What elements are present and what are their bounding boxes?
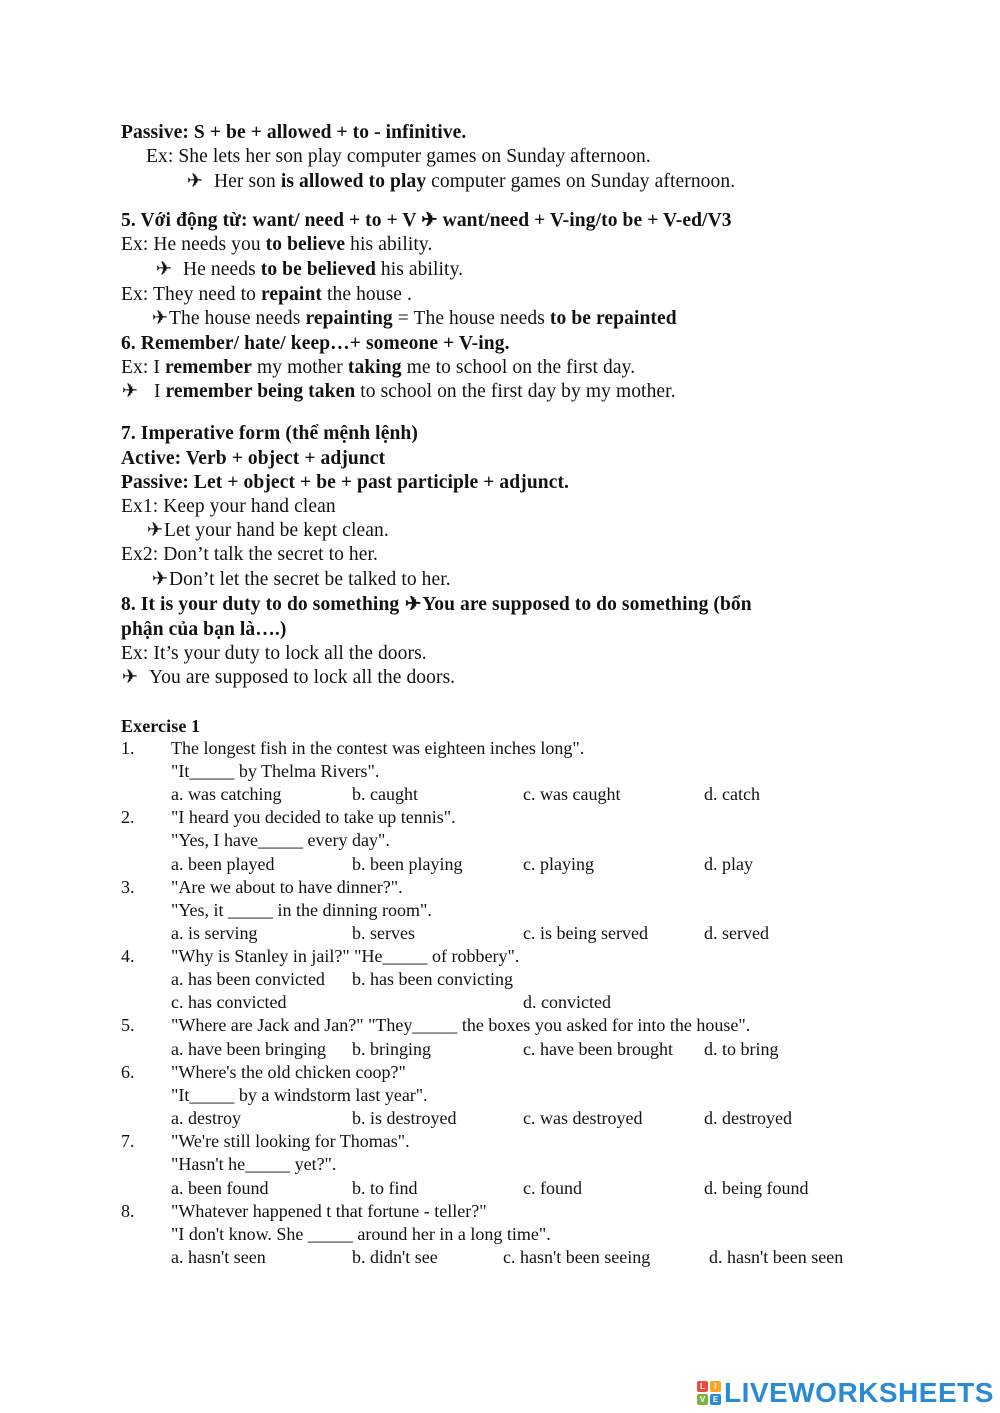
- section-8-title-continued: phận của bạn là….): [121, 619, 287, 640]
- option-a[interactable]: a. been played: [171, 854, 275, 874]
- section-8-title: 8. It is your duty to do something ✈You are supposed to do something (bổn: [121, 594, 752, 615]
- question-number: 5.: [121, 1015, 135, 1035]
- option-a[interactable]: a. hasn't seen: [171, 1247, 266, 1267]
- option-a[interactable]: a. has been convicted: [171, 969, 325, 989]
- question-prompt: "Hasn't he_____ yet?".: [171, 1154, 337, 1174]
- option-b[interactable]: b. caught: [352, 784, 418, 804]
- example-let: Ex: She lets her son play computer games on Sunday afternoon.: [146, 146, 651, 167]
- option-b[interactable]: b. bringing: [352, 1039, 431, 1059]
- option-b[interactable]: b. serves: [352, 923, 415, 943]
- plane-arrow-icon: ✈: [155, 259, 173, 280]
- option-a[interactable]: a. destroy: [171, 1108, 241, 1128]
- plane-arrow-icon: ✈: [405, 594, 422, 615]
- logo-tiles-icon: [697, 1381, 721, 1405]
- option-c[interactable]: c. was destroyed: [523, 1108, 643, 1128]
- passive-rule: Passive: S + be + allowed + to - infinitive.: [121, 122, 467, 143]
- option-c[interactable]: c. is being served: [523, 923, 648, 943]
- option-d[interactable]: d. catch: [704, 784, 760, 804]
- option-d[interactable]: d. convicted: [523, 992, 611, 1012]
- option-c[interactable]: c. have been brought: [523, 1039, 673, 1059]
- plane-arrow-icon: ✈: [186, 171, 204, 192]
- option-b[interactable]: b. to find: [352, 1178, 418, 1198]
- question-prompt: "Yes, I have_____ every day".: [171, 830, 390, 850]
- section-6-title: 6. Remember/ hate/ keep…+ someone + V-ing.: [121, 333, 510, 354]
- question-prompt: "It_____ by a windstorm last year".: [171, 1085, 428, 1105]
- question-number: 4.: [121, 946, 135, 966]
- question-prompt: "It_____ by Thelma Rivers".: [171, 761, 380, 781]
- question-number: 3.: [121, 877, 135, 897]
- option-d[interactable]: d. served: [704, 923, 769, 943]
- section-8-example: Ex: It’s your duty to lock all the doors.: [121, 643, 427, 664]
- plane-arrow-icon: ✈: [151, 569, 169, 590]
- option-d[interactable]: d. play: [704, 854, 753, 874]
- plane-arrow-icon: ✈: [146, 520, 164, 541]
- plane-arrow-icon: ✈: [121, 381, 139, 402]
- option-b[interactable]: b. is destroyed: [352, 1108, 457, 1128]
- section-8-answer: ✈ You are supposed to lock all the doors.: [121, 667, 456, 688]
- option-a[interactable]: a. is serving: [171, 923, 258, 943]
- plane-arrow-icon: ✈: [151, 308, 169, 329]
- section-7-passive: Passive: Let + object + be + past participle + adjunct.: [121, 472, 570, 493]
- plane-arrow-icon: ✈: [121, 667, 139, 688]
- question-number: 1.: [121, 738, 135, 758]
- logo-text: LIVEWORKSHEETS: [724, 1377, 994, 1408]
- option-d[interactable]: d. being found: [704, 1178, 809, 1198]
- section-7-title: 7. Imperative form (thể mệnh lệnh): [121, 423, 418, 444]
- question-number: 7.: [121, 1131, 135, 1151]
- section-7-active: Active: Verb + object + adjunct: [121, 448, 386, 469]
- question-text: "We're still looking for Thomas".: [171, 1131, 410, 1151]
- question-number: 2.: [121, 807, 135, 827]
- section-5-answer-2: ✈The house needs repainting = The house needs to be repainted: [151, 308, 677, 329]
- logo-tile: V: [697, 1394, 708, 1405]
- option-d[interactable]: d. destroyed: [704, 1108, 792, 1128]
- logo-tile: E: [710, 1394, 721, 1405]
- section-5-title: 5. Với động từ: want/ need + to + V ✈ want/need + V-ing/to be + V-ed/V3: [121, 210, 732, 231]
- option-a[interactable]: a. have been bringing: [171, 1039, 326, 1059]
- question-prompt: "Yes, it _____ in the dinning room".: [171, 900, 432, 920]
- option-b[interactable]: b. has been convicting: [352, 969, 513, 989]
- liveworksheets-logo: [697, 1376, 994, 1410]
- question-text: "Are we about to have dinner?".: [171, 877, 403, 897]
- question-text: The longest fish in the contest was eighteen inches long".: [171, 738, 585, 758]
- option-c[interactable]: c. was caught: [523, 784, 621, 804]
- question-text: "Where's the old chicken coop?": [171, 1062, 406, 1082]
- option-b[interactable]: b. didn't see: [352, 1247, 438, 1267]
- option-c[interactable]: c. playing: [523, 854, 594, 874]
- question-text: "Where are Jack and Jan?" "They_____ the boxes you asked for into the house".: [171, 1015, 751, 1035]
- section-7-answer-2: ✈Don’t let the secret be talked to her.: [151, 569, 451, 590]
- section-5-example-1: Ex: He needs you to believe his ability.: [121, 234, 433, 255]
- section-7-example-2: Ex2: Don’t talk the secret to her.: [121, 544, 379, 565]
- exercise-title: Exercise 1: [121, 716, 201, 736]
- section-7-answer-1: ✈Let your hand be kept clean.: [146, 520, 389, 541]
- option-a[interactable]: a. been found: [171, 1178, 269, 1198]
- question-text: "Whatever happened t that fortune - teller?": [171, 1201, 487, 1221]
- question-number: 6.: [121, 1062, 135, 1082]
- option-d[interactable]: d. to bring: [704, 1039, 779, 1059]
- option-a[interactable]: a. was catching: [171, 784, 282, 804]
- section-7-example-1: Ex1: Keep your hand clean: [121, 496, 336, 517]
- option-d[interactable]: d. hasn't been seen: [709, 1247, 844, 1267]
- section-5-answer-1: ✈ He needs to be believed his ability.: [155, 259, 464, 280]
- option-c[interactable]: c. hasn't been seeing: [503, 1247, 651, 1267]
- section-6-example: Ex: I remember my mother taking me to school on the first day.: [121, 357, 636, 378]
- option-b[interactable]: b. been playing: [352, 854, 463, 874]
- question-text: "Why is Stanley in jail?" "He_____ of robbery".: [171, 946, 520, 966]
- question-number: 8.: [121, 1201, 135, 1221]
- logo-tile: L: [697, 1381, 708, 1392]
- option-c[interactable]: c. found: [523, 1178, 582, 1198]
- question-prompt: "I don't know. She _____ around her in a long time".: [171, 1224, 551, 1244]
- section-6-answer: ✈ I remember being taken to school on the first day by my mother.: [121, 381, 676, 402]
- logo-tile: I: [710, 1381, 721, 1392]
- option-c[interactable]: c. has convicted: [171, 992, 287, 1012]
- question-text: "I heard you decided to take up tennis".: [171, 807, 456, 827]
- answer-let: ✈ Her son is allowed to play computer games on Sunday afternoon.: [186, 171, 736, 192]
- section-5-example-2: Ex: They need to repaint the house .: [121, 284, 413, 305]
